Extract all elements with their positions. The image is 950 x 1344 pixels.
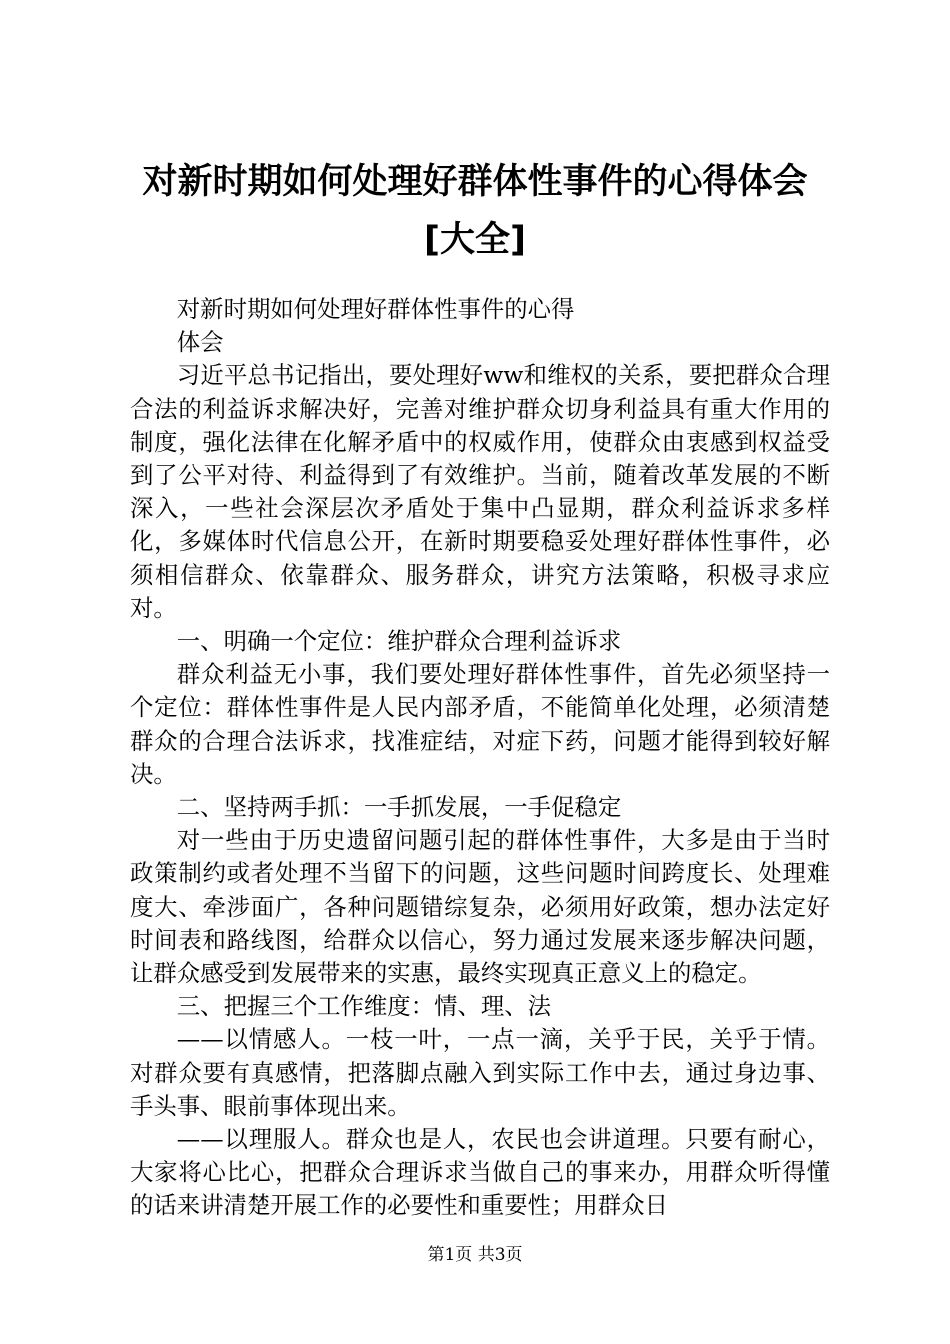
section-heading: 二、坚持两手抓：一手抓发展，一手促稳定 (176, 793, 622, 822)
page-footer: 第1页 共3页 (427, 1245, 523, 1265)
paragraph: 对一些由于历史遗留问题引起的群体性事件，大多是由于当时政策制约或者处理不当留下的问题，这些问题时间跨度长、处理难度大、牵涉面广，各种问题错综复杂，必须用好政策，想办法定好时间表和路线图，给群众以信心，努力通过发展来逐步解决问题，让群众感受到发展带来的实惠，最终实现真正意义上的稳定。 (130, 826, 830, 988)
subtitle-line: 对新时期如何处理好群体性事件的心得 (176, 295, 575, 323)
document-title-line-1: 对新时期如何处理好群体性事件的心得体会 (142, 162, 808, 202)
paragraph: ——以理服人。群众也是人，农民也会讲道理。只要有耐心，大家将心比心，把群众合理诉求当做自己的事来办，用群众听得懂的话来讲清楚开展工作的必要性和重要性；用群众日 (130, 1125, 830, 1220)
document-title-line-2: [大全] (424, 220, 526, 260)
subtitle-line: 体会 (176, 328, 224, 357)
paragraph: 习近平总书记指出，要处理好ww和维权的关系，要把群众合理合法的利益诉求解决好，完善对维护群众切身利益具有重大作用的制度，强化法律在化解矛盾中的权威作用，使群众由衷感到权益受到了公平对待、利益得到了有效维护。当前，随着改革发展的不断深入，一些社会深层次矛盾处于集中凸显期，群众利益诉求多样化，多媒体时代信息公开，在新时期要稳妥处理好群体性事件，必须相信群众、依靠群众、服务群众，讲究方法策略，积极寻求应对。 (130, 361, 830, 622)
paragraph: 群众利益无小事，我们要处理好群体性事件，首先必须坚持一个定位：群体性事件是人民内部矛盾，不能简单化处理，必须清楚群众的合理合法诉求，找准症结，对症下药，问题才能得到较好解决。 (130, 660, 830, 788)
paragraph: ——以情感人。一枝一叶，一点一滴，关乎于民，关乎于情。对群众要有真感情，把落脚点融入到实际工作中去，通过身边事、手头事、眼前事体现出来。 (130, 1025, 830, 1120)
document-body (130, 293, 830, 1223)
section-heading: 三、把握三个工作维度：情、理、法 (176, 992, 552, 1021)
section-heading: 一、明确一个定位：维护群众合理利益诉求 (176, 627, 622, 656)
